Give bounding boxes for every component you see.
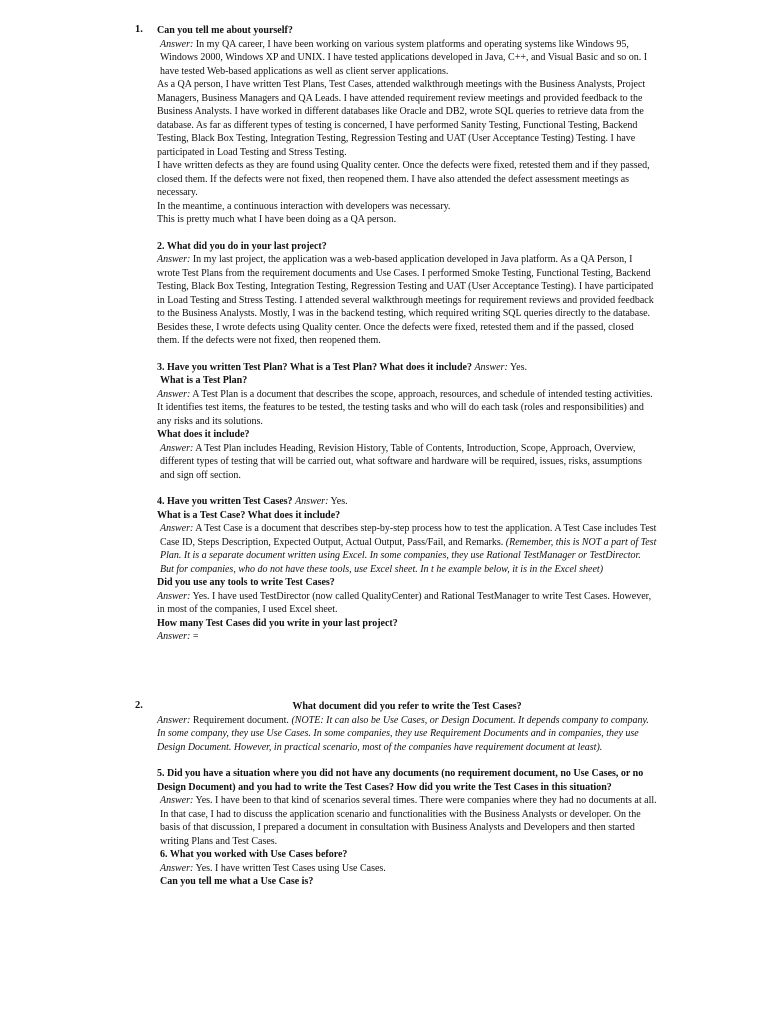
answer-text: = [192, 631, 199, 642]
answer-text: Yes. I have been to that kind of scenarios several times. There were companies where they had no documents at all. In that case, I had to discuss the application scenario and functionalities with the Business Analysts or developer. On the basis of that discussion, I prepared a document in consultation with Business Analysts and Developers and then started writing Plans and Test Cases. [160, 795, 657, 847]
answer-label: Answer: [295, 496, 329, 507]
answer-paragraph: In the meantime, a continuous interaction with developers was necessary. [157, 200, 451, 212]
answer-paragraph: This is pretty much what I have been doing as a QA person. [157, 214, 397, 225]
sub-question-heading: What is a Test Case? What does it include? [157, 509, 341, 521]
answer-label: Answer: [157, 631, 191, 642]
sub-question-heading: What is a Test Plan? [160, 375, 248, 386]
answer-paragraph [157, 38, 657, 79]
section-q1 [157, 24, 657, 644]
answer-paragraph [157, 522, 657, 576]
answer-text: Yes. I have used TestDirector (now called QualityCenter) and Rational TestManager to write Test Cases. However, in most of the companies, I used Excel sheet. [157, 590, 652, 615]
answer-paragraph [157, 590, 657, 617]
answer-text: A Test Plan includes Heading, Revision History, Table of Contents, Introduction, Scope, Approach, Overview, different types of testing that will be carried out, what software and hardware will be required, issues, risks, assumptions and sign off section. [160, 442, 642, 481]
answer-text: A Test Plan is a document that describes the scope, approach, resources, and schedule of intended testing activities. It identifies test items, the features to be tested, the testing tasks and who will do each task (roles and responsibilities) and any risks and its solutions. [157, 388, 653, 427]
answer-label: Answer: [474, 361, 508, 373]
list-number-2: 2. [135, 700, 143, 711]
answer-text: Requirement document. [192, 714, 289, 726]
sub-question-heading: Can you tell me what a Use Case is? [160, 876, 314, 887]
sub-question-heading: How many Test Cases did you write in your last project? [157, 617, 398, 629]
answer-paragraph: Besides these, I wrote defects using Quality center. Once the defects were fixed, retested them and if the passed, closed them. If the defects were not fixed, then reopened them. [157, 321, 634, 346]
question-line [157, 361, 657, 375]
answer-paragraph: I have written defects as they are found using Quality center. Once the defects were fixed, retested them and if they passed, closed them. If the defects were not fixed, then reopened them. I have also attended the defect assessment meetings as necessary. [157, 160, 650, 198]
answer-label: Answer: [160, 795, 194, 806]
answer-text: In my last project, the application was a web-based application developed in Java platform. As a QA Person, I wrote Test Plans from the requirement documents and Use Cases. I performed Smoke Testing, Functional Testing, Backend Testing, Black Box Testing, Integration Testing, Regression Testing and UAT (User Acceptance Testing). I have participated in Load Testing and Stress Testing. I attended several walkthrough meetings for requirement reviews and provided feedback to the Business Analysts. Mostly, I was in the backend testing, which required writing SQL queries directly to the database. [157, 254, 654, 319]
answer-note: (Remember, this is NOT a part of Test Plan. It is a separate document written using Excel. In some companies, they use Rational TestManager or TestDirector. But for companies, who do not have these tools, use Excel sheet. In t he example below, it is in the Excel sheet) [160, 536, 657, 575]
question-heading: Can you tell me about yourself? [157, 25, 293, 36]
answer-text: Yes. I have written Test Cases using Use Cases. [195, 862, 386, 874]
answer-text: Yes. [509, 361, 527, 373]
answer-label: Answer: [157, 590, 191, 602]
answer-text: A Test Case is a document that describes step-by-step process how to test the application. A Test Case includes Test Case ID, Steps Description, Expected Output, Actual Output, Pass/Fail, and Remarks. [160, 523, 657, 548]
question-line [157, 495, 657, 509]
answer-paragraph [157, 442, 657, 483]
answer-paragraph [157, 794, 657, 848]
answer-label: Answer: [157, 254, 191, 265]
answer-paragraph [157, 253, 657, 321]
sub-question-heading: Did you use any tools to write Test Cases? [157, 577, 335, 588]
answer-label: Answer: [157, 714, 191, 726]
answer-paragraph [157, 862, 657, 876]
answer-text: Yes. [330, 496, 348, 507]
question-heading: 3. Have you written Test Plan? What is a Test Plan? What does it include? [157, 361, 472, 373]
answer-paragraph [157, 714, 657, 755]
answer-text: In my QA career, I have been working on various system platforms and operating systems like Windows 95, Windows 2000, Windows XP and UNIX. I have tested applications developed in Java, C++, and Visual Basic and so on. I have tested Web-based applications as well as client server applications. [160, 38, 648, 77]
answer-label: Answer: [160, 38, 194, 50]
question-heading: 4. Have you written Test Cases? [157, 496, 293, 507]
answer-label: Answer: [157, 388, 191, 400]
question-heading: 6. What you worked with Use Cases before? [160, 849, 348, 860]
answer-paragraph [157, 630, 657, 644]
answer-paragraph: As a QA person, I have written Test Plans, Test Cases, attended walkthrough meetings with the Business Analysts, Project Managers, Business Managers and QA Leads. I have attended requirement review meetings and provided feedback to the Business Analysts. I have worked in different databases like Oracle and DB2, wrote SQL queries to retrieve data from the database. As far as different types of testing is concerned, I have performed Sanity Testing, Functional Testing, Backend Testing, Black Box Testing, Integration Testing, Regression Testing and UAT (User Acceptance Testing) Testing. I have participated in Load Testing and Stress Testing. [157, 79, 646, 158]
question-heading: What document did you refer to write the Test Cases? [292, 701, 522, 712]
question-heading: 5. Did you have a situation where you did not have any documents (no requirement document, no Use Cases, or no Design Document) and you had to write the Test Cases? How did you write the Test Cases in this situation? [157, 768, 644, 793]
answer-label: Answer: [160, 442, 194, 454]
answer-note: (NOTE: It can also be Use Cases, or Design Document. It depends company to company. In some company, they use Use Cases. In some companies, they use Requirement Documents and in companies, they use Design Document. However, in practical scenario, most of the companies have requirement document at least). [157, 714, 649, 753]
answer-label: Answer: [160, 862, 194, 874]
answer-paragraph [157, 388, 657, 429]
question-heading: 2. What did you do in your last project? [157, 240, 327, 252]
list-number-1: 1. [135, 24, 143, 35]
answer-label: Answer: [160, 523, 194, 534]
section-q5 [157, 700, 657, 889]
sub-question-heading: What does it include? [157, 429, 250, 440]
